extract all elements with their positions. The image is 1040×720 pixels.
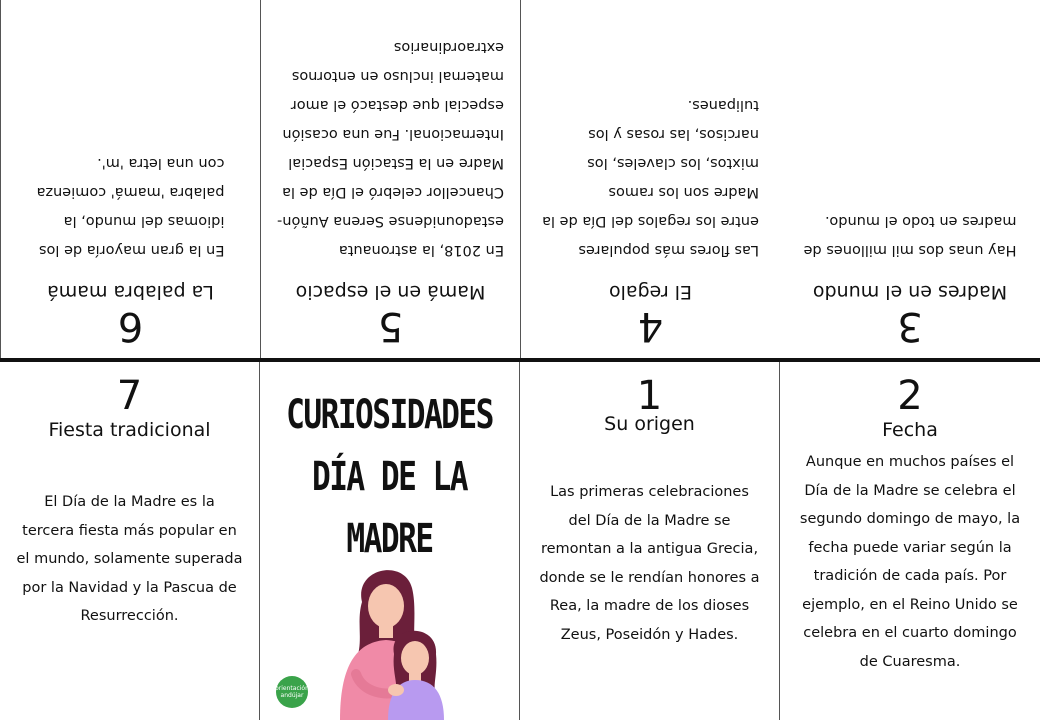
card-1 <box>520 362 780 720</box>
card-body <box>17 488 243 631</box>
card-line: el mundo, solamente superada <box>16 551 243 567</box>
card-body <box>539 478 759 649</box>
card-line: palabra 'mamá' comienza <box>36 184 225 200</box>
card-title: Madres en el mundo <box>812 281 1008 303</box>
card-line: Resurrección. <box>80 608 179 624</box>
card-line: mixtos, los claveles, los <box>587 155 759 171</box>
card-6 <box>0 0 260 359</box>
card-line: maternal incluso en entornos <box>291 68 504 84</box>
card-number: 2 <box>897 373 923 419</box>
card-4 <box>520 0 780 359</box>
card-2 <box>780 362 1040 720</box>
card-line: extraordinarios <box>393 39 504 55</box>
cover-card <box>260 362 520 720</box>
card-line: Madre son los ramos <box>608 184 759 200</box>
card-line: donde se le rendían honores a <box>539 569 760 586</box>
card-line: Las primeras celebraciones <box>550 484 749 500</box>
card-body <box>542 90 759 264</box>
top-row <box>0 0 1040 359</box>
card-title: La palabra mamá <box>47 281 214 303</box>
card-number: 4 <box>637 303 664 349</box>
card-title: El regalo <box>609 281 693 303</box>
card-line: ejemplo, en el Reino Unido se <box>802 596 1018 613</box>
card-line: entre los regalos del Día de la <box>542 213 759 229</box>
card-line: remontan a la antigua Grecia, <box>540 541 759 557</box>
card-line: Hay unas dos mil millones de <box>803 242 1017 258</box>
card-line: del Día de la Madre se <box>568 512 731 529</box>
card-line: tradición de cada país. Por <box>813 568 1007 584</box>
card-line: En la gran mayoría de los <box>38 242 225 258</box>
card-line: idiomas del mundo, la <box>63 213 225 229</box>
main-title-line: MADRE <box>346 516 433 562</box>
card-line: segundo domingo de mayo, la <box>799 511 1021 527</box>
card-line: especial que destacó el amor <box>290 97 504 113</box>
card-line: Día de la Madre se celebra el <box>804 482 1016 499</box>
card-7 <box>0 362 260 720</box>
card-5 <box>260 0 520 359</box>
card-line: tulipanes. <box>687 97 759 113</box>
card-line: de Cuaresma. <box>859 653 961 670</box>
card-line: narcisos, las rosas y los <box>588 126 759 142</box>
main-title-line: CURIOSIDADES <box>286 392 493 438</box>
card-line: tercera fiesta más popular en <box>22 522 237 539</box>
card-number: 3 <box>897 303 923 349</box>
bottom-row <box>0 362 1040 720</box>
card-number: 5 <box>377 303 404 349</box>
main-title <box>260 384 520 570</box>
card-line: estadounidense Serena Auñón- <box>277 213 504 229</box>
card-number: 7 <box>116 373 143 419</box>
card-line: El Día de la Madre es la <box>44 494 215 510</box>
logo-text: orientación andújar <box>275 685 309 699</box>
card-line: Aunque en muchos países el <box>805 454 1015 470</box>
card-body <box>800 448 1020 676</box>
card-body <box>37 148 225 264</box>
card-line: En 2018, la astronauta <box>338 242 504 258</box>
card-body <box>804 206 1017 264</box>
card-title: Mamá en el espacio <box>295 281 486 303</box>
card-line: Internacional. Fue una ocasión <box>282 126 504 142</box>
main-title-line: DÍA DE LA <box>311 454 468 500</box>
card-line: fecha puede variar según la <box>808 539 1012 556</box>
card-line: Zeus, Poseidón y Hades. <box>560 626 739 643</box>
mother-daughter-illustration <box>326 562 466 720</box>
card-line: Rea, la madre de los dioses <box>549 598 750 614</box>
card-line: por la Navidad y la Pascua de <box>22 579 237 596</box>
card-line: madres en todo el mundo. <box>825 213 1017 229</box>
brand-logo <box>276 676 308 708</box>
card-line: Madre en la Estación Espacial <box>288 155 504 171</box>
card-line: Chancellor celebró el Día de la <box>282 184 504 200</box>
card-number: 6 <box>117 303 144 349</box>
card-line: Las flores más populares <box>578 242 759 258</box>
card-body <box>277 32 504 264</box>
card-line: celebra en el cuarto domingo <box>803 625 1017 641</box>
card-3 <box>780 0 1040 359</box>
card-title: Fecha <box>882 419 938 441</box>
card-title: Fiesta tradicional <box>48 419 211 441</box>
card-line: con una letra 'm'. <box>97 155 225 171</box>
card-number: 1 <box>636 373 663 419</box>
card-title: Su origen <box>604 413 695 435</box>
